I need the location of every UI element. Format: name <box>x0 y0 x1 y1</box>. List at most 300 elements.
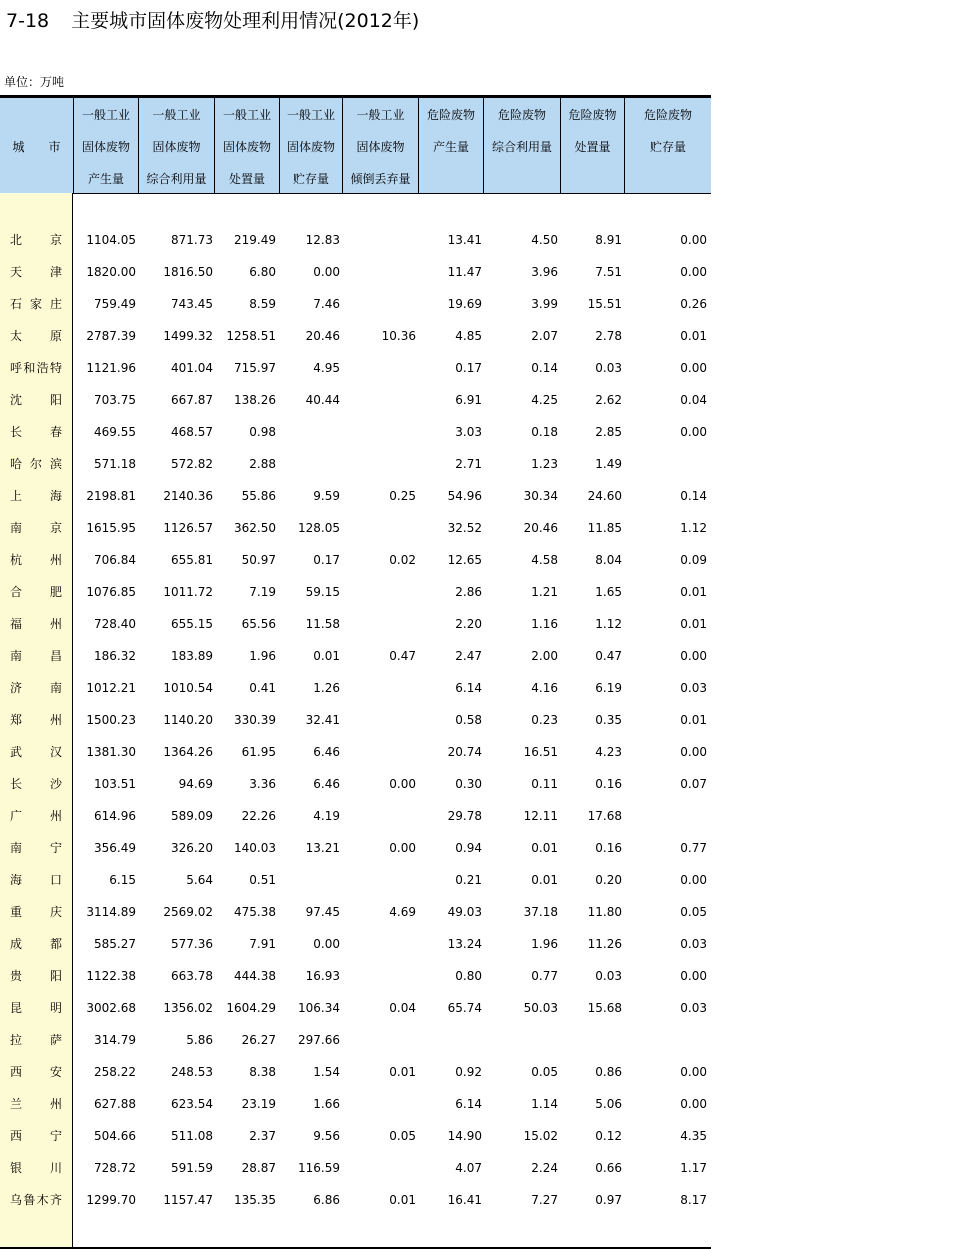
value-cell: 0.03 <box>680 1001 707 1015</box>
value-cell: 3.96 <box>531 265 558 279</box>
column-header-line: 危险废物 <box>426 108 475 122</box>
table-row <box>0 1152 711 1184</box>
city-name-cell: 乌鲁木齐 <box>10 1193 62 1207</box>
value-cell: 627.88 <box>94 1097 136 1111</box>
value-cell: 0.02 <box>389 553 416 567</box>
value-cell: 589.09 <box>171 809 213 823</box>
column-header-1 <box>73 98 138 193</box>
value-cell: 135.35 <box>234 1193 276 1207</box>
value-cell: 61.95 <box>241 745 276 759</box>
value-cell: 5.06 <box>595 1097 622 1111</box>
value-cell: 65.74 <box>447 1001 482 1015</box>
table-row <box>0 864 711 896</box>
value-cell: 1.12 <box>680 521 707 535</box>
value-cell <box>342 1088 416 1120</box>
value-cell: 16.51 <box>523 745 558 759</box>
value-cell: 468.57 <box>171 425 213 439</box>
value-cell <box>342 864 416 896</box>
value-cell: 4.69 <box>389 905 416 919</box>
value-cell: 2198.81 <box>86 489 136 503</box>
value-cell: 0.00 <box>680 233 707 247</box>
value-cell: 2787.39 <box>86 329 136 343</box>
column-header-line: 产生量 <box>87 172 124 186</box>
column-header-line: 处置量 <box>574 140 611 154</box>
value-cell: 330.39 <box>234 713 276 727</box>
value-cell: 0.00 <box>680 649 707 663</box>
value-cell <box>342 448 416 480</box>
value-cell: 0.23 <box>531 713 558 727</box>
value-cell: 0.21 <box>455 873 482 887</box>
value-cell: 13.21 <box>305 841 340 855</box>
value-cell: 0.00 <box>680 873 707 887</box>
value-cell <box>279 448 340 480</box>
table-row <box>0 832 711 864</box>
value-cell: 0.00 <box>680 745 707 759</box>
value-cell: 0.47 <box>389 649 416 663</box>
table-row <box>0 384 711 416</box>
value-cell: 15.51 <box>587 297 622 311</box>
value-cell: 20.46 <box>305 329 340 343</box>
value-cell: 0.66 <box>595 1161 622 1175</box>
value-cell: 0.01 <box>680 713 707 727</box>
value-cell: 30.34 <box>523 489 558 503</box>
value-cell: 0.00 <box>389 777 416 791</box>
city-name-cell: 长春 <box>10 425 62 439</box>
value-cell: 2.78 <box>595 329 622 343</box>
value-cell: 623.54 <box>171 1097 213 1111</box>
value-cell: 1381.30 <box>86 745 136 759</box>
value-cell: 1140.20 <box>163 713 213 727</box>
value-cell: 2.00 <box>531 649 558 663</box>
city-name-cell: 海口 <box>10 873 62 887</box>
city-name-cell: 杭州 <box>10 553 62 567</box>
value-cell: 11.58 <box>305 617 340 631</box>
column-header-line: 贮存量 <box>649 140 686 154</box>
value-cell: 23.19 <box>241 1097 276 1111</box>
city-name-cell: 沈阳 <box>10 393 62 407</box>
value-cell: 4.23 <box>595 745 622 759</box>
value-cell: 0.00 <box>680 425 707 439</box>
column-header-line: 产生量 <box>432 140 469 154</box>
value-cell <box>342 960 416 992</box>
value-cell: 6.19 <box>595 681 622 695</box>
value-cell: 50.97 <box>241 553 276 567</box>
column-header-line: 固体废物 <box>356 140 405 154</box>
table-row <box>0 736 711 768</box>
value-cell: 12.83 <box>305 233 340 247</box>
value-cell: 0.01 <box>389 1193 416 1207</box>
value-cell: 0.01 <box>680 585 707 599</box>
value-cell: 15.68 <box>587 1001 622 1015</box>
value-cell: 1.16 <box>531 617 558 631</box>
value-cell: 1.96 <box>531 937 558 951</box>
value-cell: 6.14 <box>455 681 482 695</box>
value-cell: 0.03 <box>680 937 707 951</box>
table-row <box>0 1184 711 1216</box>
value-cell: 1126.57 <box>163 521 213 535</box>
value-cell: 16.41 <box>447 1193 482 1207</box>
table-row <box>0 544 711 576</box>
city-name-cell: 石家庄 <box>10 297 62 311</box>
value-cell: 2.47 <box>455 649 482 663</box>
value-cell: 0.05 <box>531 1065 558 1079</box>
value-cell: 94.69 <box>178 777 213 791</box>
value-cell: 728.72 <box>94 1161 136 1175</box>
value-cell: 4.19 <box>313 809 340 823</box>
value-cell: 24.60 <box>587 489 622 503</box>
value-cell: 13.24 <box>447 937 482 951</box>
value-cell: 9.59 <box>313 489 340 503</box>
table-number: 7-18 <box>6 10 50 32</box>
value-cell <box>342 288 416 320</box>
value-cell: 3.99 <box>531 297 558 311</box>
value-cell: 1.26 <box>313 681 340 695</box>
value-cell: 4.16 <box>531 681 558 695</box>
table-title <box>6 6 419 33</box>
value-cell: 2.62 <box>595 393 622 407</box>
value-cell: 0.01 <box>389 1065 416 1079</box>
value-cell: 0.94 <box>455 841 482 855</box>
table-row <box>0 480 711 512</box>
value-cell: 0.51 <box>249 873 276 887</box>
value-cell: 1604.29 <box>226 1001 276 1015</box>
value-cell: 1.17 <box>680 1161 707 1175</box>
value-cell: 8.91 <box>595 233 622 247</box>
value-cell: 183.89 <box>171 649 213 663</box>
value-cell: 2569.02 <box>163 905 213 919</box>
value-cell: 4.50 <box>531 233 558 247</box>
table-row <box>0 512 711 544</box>
value-cell: 2.24 <box>531 1161 558 1175</box>
value-cell: 6.86 <box>313 1193 340 1207</box>
value-cell: 1816.50 <box>163 265 213 279</box>
value-cell: 50.03 <box>523 1001 558 1015</box>
value-cell <box>560 1024 622 1056</box>
city-name-cell: 济南 <box>10 681 62 695</box>
value-cell: 0.01 <box>680 617 707 631</box>
value-cell: 22.26 <box>241 809 276 823</box>
table-row <box>0 640 711 672</box>
value-cell <box>483 1024 558 1056</box>
column-header-line: 一般工业 <box>152 108 201 122</box>
value-cell: 140.03 <box>234 841 276 855</box>
table-row <box>0 704 711 736</box>
value-cell: 37.18 <box>523 905 558 919</box>
value-cell: 20.46 <box>523 521 558 535</box>
value-cell: 0.12 <box>595 1129 622 1143</box>
value-cell: 8.17 <box>680 1193 707 1207</box>
city-name-cell: 合肥 <box>10 585 62 599</box>
table-row <box>0 992 711 1024</box>
value-cell: 7.51 <box>595 265 622 279</box>
value-cell: 1121.96 <box>86 361 136 375</box>
value-cell: 706.84 <box>94 553 136 567</box>
value-cell <box>342 608 416 640</box>
table-header <box>0 98 711 194</box>
value-cell: 0.03 <box>595 969 622 983</box>
value-cell: 0.00 <box>680 1097 707 1111</box>
value-cell: 0.86 <box>595 1065 622 1079</box>
value-cell: 0.41 <box>249 681 276 695</box>
city-name-cell: 太原 <box>10 329 62 343</box>
column-header-line: 固体废物 <box>152 140 201 154</box>
column-header-line: 危险废物 <box>568 108 617 122</box>
city-name-cell: 福州 <box>10 617 62 631</box>
value-cell <box>342 384 416 416</box>
table-row <box>0 256 711 288</box>
value-cell: 1356.02 <box>163 1001 213 1015</box>
value-cell: 0.77 <box>531 969 558 983</box>
table-row <box>0 960 711 992</box>
value-cell <box>342 1152 416 1184</box>
value-cell: 0.80 <box>455 969 482 983</box>
value-cell: 6.46 <box>313 777 340 791</box>
table-row <box>0 608 711 640</box>
city-name-cell: 南京 <box>10 521 62 535</box>
table-row <box>0 416 711 448</box>
column-header-8 <box>560 98 624 193</box>
value-cell: 258.22 <box>94 1065 136 1079</box>
value-cell: 0.04 <box>389 1001 416 1015</box>
value-cell: 55.86 <box>241 489 276 503</box>
value-cell: 65.56 <box>241 617 276 631</box>
column-header-line: 固体废物 <box>286 140 335 154</box>
value-cell: 0.92 <box>455 1065 482 1079</box>
value-cell: 12.65 <box>447 553 482 567</box>
value-cell: 3.03 <box>455 425 482 439</box>
value-cell: 469.55 <box>94 425 136 439</box>
unit-label: 单位：万吨 <box>4 75 65 89</box>
value-cell: 7.19 <box>249 585 276 599</box>
value-cell: 1157.47 <box>163 1193 213 1207</box>
value-cell: 32.41 <box>305 713 340 727</box>
column-header-line: 处置量 <box>228 172 265 186</box>
value-cell: 8.59 <box>249 297 276 311</box>
city-name-cell: 郑州 <box>10 713 62 727</box>
value-cell: 15.02 <box>523 1129 558 1143</box>
table-row <box>0 800 711 832</box>
value-cell: 0.47 <box>595 649 622 663</box>
value-cell: 0.04 <box>680 393 707 407</box>
table-row <box>0 288 711 320</box>
value-cell: 0.03 <box>595 361 622 375</box>
value-cell: 13.41 <box>447 233 482 247</box>
value-cell: 314.79 <box>94 1033 136 1047</box>
value-cell: 0.14 <box>680 489 707 503</box>
value-cell: 1.12 <box>595 617 622 631</box>
value-cell: 4.35 <box>680 1129 707 1143</box>
city-name-cell: 西安 <box>10 1065 62 1079</box>
value-cell: 2.88 <box>249 457 276 471</box>
value-cell: 8.38 <box>249 1065 276 1079</box>
value-cell: 5.86 <box>186 1033 213 1047</box>
value-cell: 475.38 <box>234 905 276 919</box>
value-cell: 17.68 <box>587 809 622 823</box>
value-cell: 6.14 <box>455 1097 482 1111</box>
value-cell: 6.15 <box>109 873 136 887</box>
city-name-cell: 成都 <box>10 937 62 951</box>
value-cell <box>342 672 416 704</box>
value-cell: 1.21 <box>531 585 558 599</box>
value-cell: 572.82 <box>171 457 213 471</box>
value-cell <box>418 1024 482 1056</box>
value-cell: 0.16 <box>595 777 622 791</box>
value-cell: 0.03 <box>680 681 707 695</box>
value-cell: 11.80 <box>587 905 622 919</box>
value-cell: 585.27 <box>94 937 136 951</box>
value-cell: 444.38 <box>234 969 276 983</box>
value-cell: 0.11 <box>531 777 558 791</box>
city-name-cell: 昆明 <box>10 1001 62 1015</box>
value-cell: 0.20 <box>595 873 622 887</box>
value-cell: 9.56 <box>313 1129 340 1143</box>
column-header-line: 一般工业 <box>81 108 130 122</box>
column-header-line: 一般工业 <box>356 108 405 122</box>
value-cell: 0.35 <box>595 713 622 727</box>
value-cell: 7.27 <box>531 1193 558 1207</box>
value-cell <box>342 576 416 608</box>
value-cell: 1012.21 <box>86 681 136 695</box>
value-cell: 571.18 <box>94 457 136 471</box>
value-cell: 19.69 <box>447 297 482 311</box>
value-cell <box>342 704 416 736</box>
table-row <box>0 768 711 800</box>
value-cell: 326.20 <box>171 841 213 855</box>
value-cell: 6.46 <box>313 745 340 759</box>
value-cell <box>342 736 416 768</box>
table-row <box>0 1056 711 1088</box>
value-cell: 14.90 <box>447 1129 482 1143</box>
value-cell: 10.36 <box>381 329 416 343</box>
value-cell: 12.11 <box>523 809 558 823</box>
city-name-cell: 武汉 <box>10 745 62 759</box>
column-header-7 <box>483 98 560 193</box>
value-cell: 511.08 <box>171 1129 213 1143</box>
value-cell: 2.86 <box>455 585 482 599</box>
value-cell: 0.00 <box>680 969 707 983</box>
value-cell: 54.96 <box>447 489 482 503</box>
column-header-line: 综合利用量 <box>491 140 552 154</box>
value-cell <box>342 1024 416 1056</box>
city-name-cell: 上海 <box>10 489 62 503</box>
value-cell: 26.27 <box>241 1033 276 1047</box>
value-cell: 0.01 <box>313 649 340 663</box>
city-name-cell: 呼和浩特 <box>10 361 62 375</box>
column-header-6 <box>418 98 483 193</box>
value-cell: 1.96 <box>249 649 276 663</box>
value-cell <box>342 928 416 960</box>
table-row <box>0 320 711 352</box>
value-cell: 1.66 <box>313 1097 340 1111</box>
value-cell: 1499.32 <box>163 329 213 343</box>
city-name-cell: 长沙 <box>10 777 62 791</box>
column-header-3 <box>214 98 279 193</box>
column-header-line: 贮存量 <box>292 172 329 186</box>
value-cell: 614.96 <box>94 809 136 823</box>
table-row <box>0 1088 711 1120</box>
value-cell: 1615.95 <box>86 521 136 535</box>
value-cell: 0.00 <box>389 841 416 855</box>
city-name-cell: 哈尔滨 <box>10 457 62 471</box>
value-cell: 4.58 <box>531 553 558 567</box>
value-cell: 1.54 <box>313 1065 340 1079</box>
value-cell: 743.45 <box>171 297 213 311</box>
table-row <box>0 1024 711 1056</box>
value-cell <box>342 352 416 384</box>
value-cell: 655.15 <box>171 617 213 631</box>
table-title-text: 主要城市固体废物处理利用情况(2012年) <box>71 10 420 32</box>
value-cell: 103.51 <box>94 777 136 791</box>
value-cell: 0.05 <box>389 1129 416 1143</box>
value-cell: 0.01 <box>531 873 558 887</box>
value-cell: 6.80 <box>249 265 276 279</box>
value-cell: 106.34 <box>298 1001 340 1015</box>
value-cell: 20.74 <box>447 745 482 759</box>
value-cell <box>624 448 707 480</box>
value-cell: 728.40 <box>94 617 136 631</box>
value-cell: 5.64 <box>186 873 213 887</box>
value-cell: 1299.70 <box>86 1193 136 1207</box>
value-cell: 1.14 <box>531 1097 558 1111</box>
value-cell: 655.81 <box>171 553 213 567</box>
table-row <box>0 448 711 480</box>
value-cell: 1364.26 <box>163 745 213 759</box>
column-header-5 <box>342 98 418 193</box>
city-name-cell: 拉萨 <box>10 1033 62 1047</box>
value-cell: 356.49 <box>94 841 136 855</box>
value-cell: 871.73 <box>171 233 213 247</box>
value-cell: 1122.38 <box>86 969 136 983</box>
value-cell: 32.52 <box>447 521 482 535</box>
value-cell: 0.14 <box>531 361 558 375</box>
value-cell <box>342 512 416 544</box>
city-name-cell: 重庆 <box>10 905 62 919</box>
city-name-cell: 北京 <box>10 233 62 247</box>
value-cell: 4.85 <box>455 329 482 343</box>
value-cell: 1500.23 <box>86 713 136 727</box>
value-cell: 219.49 <box>234 233 276 247</box>
value-cell <box>342 800 416 832</box>
value-cell: 0.77 <box>680 841 707 855</box>
value-cell <box>624 1024 707 1056</box>
value-cell: 0.09 <box>680 553 707 567</box>
value-cell: 591.59 <box>171 1161 213 1175</box>
value-cell: 2.85 <box>595 425 622 439</box>
value-cell: 0.26 <box>680 297 707 311</box>
value-cell: 1076.85 <box>86 585 136 599</box>
column-header-line: 倾倒丢弃量 <box>350 172 411 186</box>
column-header-line: 危险废物 <box>497 108 546 122</box>
column-header-9 <box>624 98 711 193</box>
column-header-2 <box>138 98 214 193</box>
value-cell <box>342 416 416 448</box>
value-cell: 3.36 <box>249 777 276 791</box>
value-cell: 2.71 <box>455 457 482 471</box>
value-cell: 49.03 <box>447 905 482 919</box>
value-cell: 577.36 <box>171 937 213 951</box>
value-cell: 0.01 <box>531 841 558 855</box>
value-cell: 40.44 <box>305 393 340 407</box>
value-cell: 401.04 <box>171 361 213 375</box>
city-name-cell: 广州 <box>10 809 62 823</box>
value-cell: 0.00 <box>313 937 340 951</box>
column-header-0 <box>0 98 73 193</box>
value-cell: 1010.54 <box>163 681 213 695</box>
table-row <box>0 672 711 704</box>
value-cell: 11.26 <box>587 937 622 951</box>
value-cell: 8.04 <box>595 553 622 567</box>
value-cell: 759.49 <box>94 297 136 311</box>
